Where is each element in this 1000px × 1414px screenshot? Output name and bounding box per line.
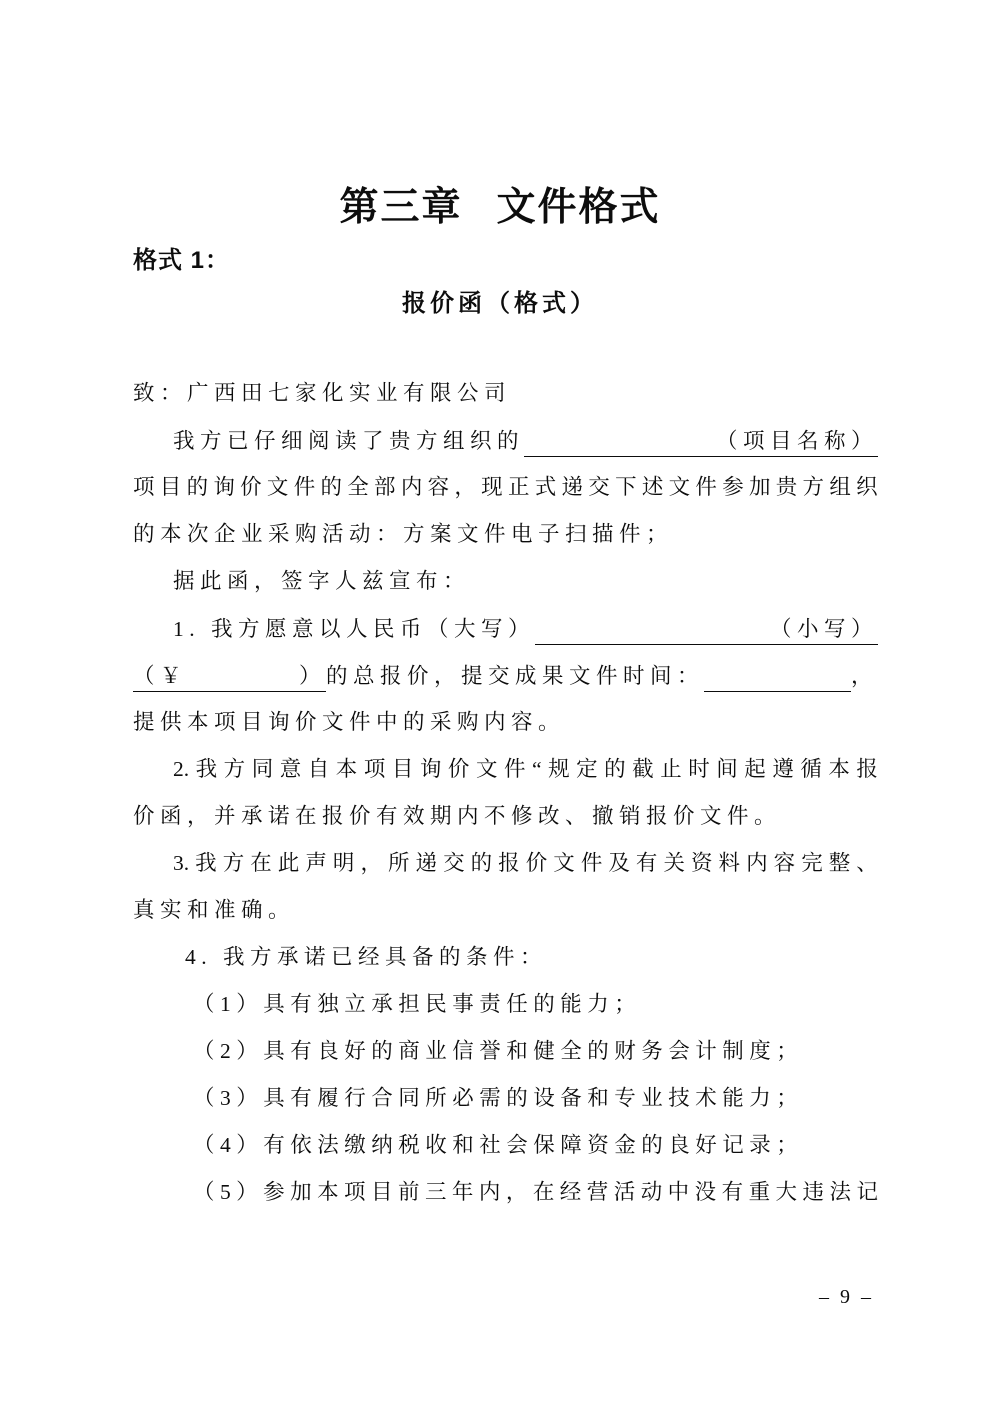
text-segment: （项目名称） bbox=[716, 429, 878, 457]
blank-underline bbox=[187, 669, 299, 692]
text-segment: （2）具有良好的商业信誉和健全的财务会计制度； bbox=[193, 1039, 804, 1063]
text-segment: 项 bbox=[363, 757, 386, 781]
text-segment: 方 bbox=[222, 851, 245, 875]
text-segment: 起 bbox=[744, 757, 766, 781]
text-segment: 内 bbox=[478, 1180, 501, 1204]
text-segment: 违 bbox=[802, 1180, 825, 1204]
text-segment: 内 bbox=[746, 851, 768, 875]
text-segment: 记 bbox=[856, 1180, 878, 1204]
text-segment: 文 bbox=[266, 475, 289, 499]
letter-body bbox=[133, 370, 878, 1216]
text-segment: 全 bbox=[347, 475, 369, 499]
text-segment: 本 bbox=[828, 757, 850, 781]
text-segment: ） bbox=[236, 1180, 258, 1204]
text-segment: 没 bbox=[694, 1180, 717, 1204]
text-segment: 我 bbox=[195, 757, 218, 781]
text-segment: 3. bbox=[173, 851, 190, 875]
text-segment: 加 bbox=[748, 475, 771, 499]
body-line bbox=[133, 511, 878, 558]
body-line bbox=[133, 417, 878, 464]
chapter-title-number: 第三章 bbox=[339, 186, 463, 229]
text-segment: 真实和准确。 bbox=[133, 898, 296, 922]
text-segment: 项 bbox=[344, 1180, 366, 1204]
body-line bbox=[133, 1075, 878, 1122]
text-segment: 的 bbox=[470, 851, 493, 875]
chapter-title bbox=[0, 176, 1000, 232]
text-segment: 有 bbox=[721, 1180, 744, 1204]
text-segment: 整 bbox=[828, 851, 851, 875]
text-segment: 述 bbox=[641, 475, 664, 499]
text-segment: （￥ bbox=[133, 664, 187, 692]
text-segment: 下 bbox=[615, 475, 637, 499]
format-label: 格式 1： bbox=[133, 247, 231, 274]
text-segment: 止 bbox=[660, 757, 682, 781]
text-segment: 完 bbox=[801, 851, 823, 875]
text-segment: 的 bbox=[604, 757, 626, 781]
text-segment: 价 bbox=[525, 851, 548, 875]
text-segment: 的本次企业采购活动：方案文件电子扫描件； bbox=[133, 522, 674, 546]
text-segment: 价函，并承诺在报价有效期内不修改、撤销报价文件。 bbox=[133, 804, 782, 828]
body-line bbox=[133, 746, 878, 793]
text-segment: 本 bbox=[317, 1180, 339, 1204]
text-segment: ， bbox=[850, 664, 878, 689]
text-segment: 现 bbox=[481, 475, 503, 499]
body-line bbox=[133, 981, 878, 1028]
text-segment: 时 bbox=[688, 757, 710, 781]
text-segment: 贵 bbox=[775, 475, 798, 499]
text-segment: 织 bbox=[856, 475, 878, 499]
body-line bbox=[133, 934, 878, 981]
text-segment: 致：广西田七家化实业有限公司 bbox=[133, 381, 512, 405]
text-segment: 此 bbox=[277, 851, 300, 875]
text-segment: 文 bbox=[475, 757, 498, 781]
body-line bbox=[133, 605, 878, 652]
text-segment: 大 bbox=[775, 1180, 798, 1204]
text-segment: ， bbox=[360, 851, 382, 875]
text-segment: 2. bbox=[173, 757, 190, 781]
text-segment: 报 bbox=[856, 757, 878, 781]
text-segment: 5 bbox=[219, 1180, 231, 1204]
text-segment: （ bbox=[193, 1180, 215, 1204]
chapter-title-text: 文件格式 bbox=[496, 186, 661, 229]
text-segment: 目 bbox=[371, 1180, 393, 1204]
text-segment: ， bbox=[454, 475, 476, 499]
body-line bbox=[133, 1169, 878, 1216]
page-number: – 9 – bbox=[819, 1286, 874, 1308]
text-segment: 方 bbox=[223, 757, 246, 781]
text-segment: 我 bbox=[195, 851, 217, 875]
text-segment: 年 bbox=[451, 1180, 474, 1204]
text-segment: 容 bbox=[773, 851, 796, 875]
text-segment: 活 bbox=[613, 1180, 636, 1204]
text-segment: 重 bbox=[748, 1180, 771, 1204]
text-segment: 的总报价，提交成果文件时间： bbox=[326, 664, 705, 689]
body-line bbox=[133, 699, 878, 746]
text-segment: （小写） bbox=[770, 617, 878, 645]
text-segment: 营 bbox=[586, 1180, 609, 1204]
text-segment: 提供本项目询价文件中的采购内容。 bbox=[133, 710, 566, 734]
text-segment: 在 bbox=[532, 1180, 555, 1204]
text-segment: 中 bbox=[667, 1180, 690, 1204]
blank-underline bbox=[535, 622, 770, 645]
text-segment: 正 bbox=[507, 475, 530, 499]
text-segment: 有 bbox=[635, 851, 658, 875]
text-segment: 报 bbox=[498, 851, 520, 875]
text-segment: 自 bbox=[307, 757, 330, 781]
text-segment: 交 bbox=[443, 851, 465, 875]
text-segment: 动 bbox=[640, 1180, 663, 1204]
form-title: 报价函（格式） bbox=[402, 291, 598, 317]
text-segment: 件 bbox=[503, 757, 526, 781]
body-line bbox=[133, 1028, 878, 1075]
text-segment: 价 bbox=[447, 757, 470, 781]
text-segment: 资 bbox=[691, 851, 713, 875]
text-segment: 件 bbox=[293, 475, 316, 499]
text-segment: 遵 bbox=[772, 757, 794, 781]
body-line bbox=[133, 887, 878, 934]
text-segment: 在 bbox=[250, 851, 272, 875]
text-segment: 明 bbox=[332, 851, 355, 875]
text-segment: 经 bbox=[559, 1180, 582, 1204]
text-segment: 价 bbox=[240, 475, 262, 499]
text-segment: 递 bbox=[415, 851, 438, 875]
text-segment: 据此函，签字人兹宣布： bbox=[173, 569, 471, 593]
text-segment: 交 bbox=[588, 475, 610, 499]
text-segment: “ bbox=[532, 757, 542, 781]
text-segment: 所 bbox=[387, 851, 410, 875]
text-segment: 目 bbox=[159, 475, 182, 499]
text-segment: 的 bbox=[186, 475, 209, 499]
text-segment: 询 bbox=[213, 475, 235, 499]
text-segment: 循 bbox=[800, 757, 822, 781]
text-segment: 参 bbox=[263, 1180, 285, 1204]
text-segment: 声 bbox=[305, 851, 327, 875]
text-segment: 式 bbox=[534, 475, 557, 499]
text-segment: 容 bbox=[427, 475, 450, 499]
text-segment: 目 bbox=[391, 757, 414, 781]
text-segment: 内 bbox=[400, 475, 423, 499]
text-segment: （1）具有独立承担民事责任的能力； bbox=[193, 992, 642, 1016]
body-line bbox=[133, 840, 878, 887]
text-segment: 及 bbox=[608, 851, 630, 875]
text-segment: 1. 我方愿意以人民币（大写） bbox=[173, 617, 536, 642]
text-segment: 4. 我方承诺已经具备的条件： bbox=[185, 945, 548, 969]
text-segment: 规 bbox=[548, 757, 570, 781]
text-segment: 件 bbox=[695, 475, 717, 499]
text-segment: （3）具有履行合同所必需的设备和专业技术能力； bbox=[193, 1086, 804, 1110]
blank-underline bbox=[704, 669, 851, 692]
text-segment: ， bbox=[505, 1180, 528, 1204]
text-segment: 三 bbox=[424, 1180, 447, 1204]
text-segment: 递 bbox=[561, 475, 584, 499]
text-segment: 本 bbox=[335, 757, 358, 781]
body-line bbox=[133, 464, 878, 511]
text-segment: ） bbox=[299, 664, 326, 692]
text-segment: （4）有依法缴纳税收和社会保障资金的良好记录； bbox=[193, 1133, 804, 1157]
text-segment: 加 bbox=[290, 1180, 312, 1204]
text-segment: 组 bbox=[829, 475, 851, 499]
text-segment: 的 bbox=[320, 475, 342, 499]
body-line bbox=[133, 370, 878, 417]
text-segment: 法 bbox=[829, 1180, 851, 1204]
body-line bbox=[133, 793, 878, 840]
text-segment: 意 bbox=[279, 757, 302, 781]
text-segment: 部 bbox=[374, 475, 396, 499]
text-segment: 文 bbox=[668, 475, 691, 499]
text-segment: 询 bbox=[419, 757, 442, 781]
text-segment: 同 bbox=[251, 757, 274, 781]
text-segment: 我方已仔细阅读了贵方组织的 bbox=[173, 429, 525, 454]
text-segment: 、 bbox=[856, 851, 878, 875]
text-segment: 截 bbox=[632, 757, 654, 781]
text-segment: 方 bbox=[802, 475, 825, 499]
text-segment: 定 bbox=[576, 757, 598, 781]
text-segment: 项 bbox=[133, 475, 155, 499]
text-segment: 间 bbox=[716, 757, 738, 781]
body-line bbox=[133, 652, 878, 699]
body-line bbox=[133, 1122, 878, 1169]
text-segment: 参 bbox=[722, 475, 744, 499]
text-segment: 关 bbox=[663, 851, 685, 875]
text-segment: 件 bbox=[580, 851, 603, 875]
blank-underline bbox=[524, 434, 716, 457]
text-segment: 前 bbox=[397, 1180, 420, 1204]
body-line bbox=[133, 558, 878, 605]
text-segment: 料 bbox=[718, 851, 741, 875]
text-segment: 文 bbox=[553, 851, 575, 875]
